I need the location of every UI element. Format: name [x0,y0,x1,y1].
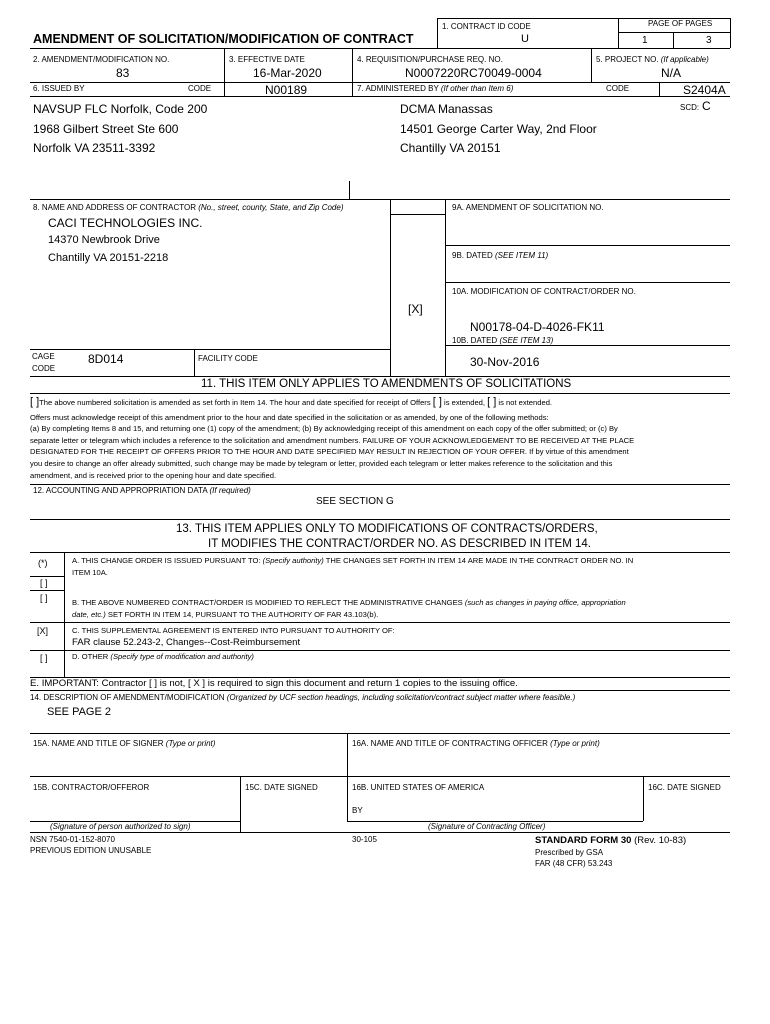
dated-9b-label: 9B. DATED (SEE ITEM 11) [452,251,549,260]
modification-no-value: N00178-04-D-4026-FK11 [470,320,605,334]
issuer-line: 1968 Gilbert Street Ste 600 [33,122,179,136]
by-label: BY [352,806,363,815]
important-signature-text: E. IMPORTANT: Contractor [ ] is not, [ X ] is required to sign this document and return 1 copies to the issuing office. [30,678,518,689]
contractor-line: Chantilly VA 20151-2218 [48,252,169,264]
contractor-line: 14370 Newbrook Drive [48,234,160,246]
project-no-label: 5. PROJECT NO. (If applicable) [596,55,709,64]
previous-edition-note: PREVIOUS EDITION UNUSABLE [30,846,152,855]
rule [30,832,730,833]
rule [194,349,195,376]
item-11-line: you desire to change an offer already submitted, such change may be made by telegram or letter, provided each telegram or letter makes reference to the solicitation and this [30,459,613,468]
item-13-heading: IT MODIFIES THE CONTRACT/ORDER NO. AS DESCRIBED IN ITEM 14. [208,538,591,550]
accounting-value: SEE SECTION G [316,496,394,507]
standard-form-id: STANDARD FORM 30 (Rev. 10-83) [535,835,687,846]
rule [591,48,592,82]
item-13b-text: B. THE ABOVE NUMBERED CONTRACT/ORDER IS MODIFIED TO REFLECT THE ADMINISTRATIVE CHANGES (such as changes in paying office, appropriation [72,598,626,607]
description-label: 14. DESCRIPTION OF AMENDMENT/MODIFICATION (Organized by UCF section headings, including solicitation/contract subject matter where feasible.) [30,693,576,702]
rule [240,776,241,832]
project-no-value: N/A [661,66,682,80]
contract-id-value: U [521,33,529,45]
item-11-line: DESIGNATED FOR THE RECEIPT OF OFFERS PRIOR TO THE HOUR AND DATE SPECIFIED MAY RESULT IN REJECTION OF YOUR OFFER. If by virtue of this amendment [30,447,629,456]
item-13b-checkbox[interactable]: [ ] [40,593,48,603]
rule [30,82,730,83]
rule [64,552,65,677]
contractor-line: CACI TECHNOLOGIES INC. [48,216,203,230]
issuer-line: NAVSUP FLC Norfolk, Code 200 [33,102,208,116]
rule [30,393,730,394]
item-13d-text: D. OTHER (Specify type of modification and authority) [72,652,254,661]
rule [30,576,64,577]
far-reference: FAR (48 CFR) 53.243 [535,859,613,868]
form-code: 30-105 [352,835,377,844]
cage-value: 8D014 [88,352,124,366]
admin-code-label: CODE [606,84,630,93]
administrator-line: DCMA Manassas [400,102,493,116]
officer-date-label: 16C. DATE SIGNED [648,783,721,792]
effective-date-value: 16-Mar-2020 [253,66,322,80]
rule [349,181,350,199]
modification-no-label: 10A. MODIFICATION OF CONTRACT/ORDER NO. [452,287,636,296]
requisition-value: N0007220RC70049-0004 [405,66,542,80]
not-extended-checkbox[interactable]: [ ] [487,396,497,408]
signature-person-caption: (Signature of person authorized to sign) [50,822,191,831]
administrator-line: 14501 George Carter Way, 2nd Floor [400,122,597,136]
prescribed-by: Prescribed by GSA [535,848,604,857]
issued-by-label: 6. ISSUED BY [33,84,85,93]
item-13c-checkbox[interactable]: [X] [37,626,49,636]
rule [347,733,348,821]
rule [445,345,730,346]
rule [437,18,438,48]
item-11-line: separate letter or telegram which includes a reference to the solicitation and amendment numbers. FAILURE OF YOUR ACKNOWLEDGEMENT TO BE RECEIVED AT THE PLACE [30,436,635,445]
signer-name-label: 15A. NAME AND TITLE OF SIGNER (Type or print) [33,739,216,748]
contract-id-label: 1. CONTRACT ID CODE [442,22,531,31]
cage-label: CODE [32,364,56,373]
dated-10b-label: 10B. DATED (SEE ITEM 13) [452,336,554,345]
item-13b-text: date, etc.) SET FORTH IN ITEM 14, PURSUANT TO THE AUTHORITY OF FAR 43.103(b). [72,610,379,619]
rule [30,96,730,97]
rule [618,32,730,33]
admin-code-value: S2404A [683,83,726,97]
rule [30,733,730,734]
rule [643,776,644,821]
item-11-line: (a) By completing Items 8 and 15, and returning one (1) copy of the amendment; (b) By acknowledging receipt of this amendment on each copy of the offer submitted; or (c) By [30,424,618,433]
contractor-date-label: 15C. DATE SIGNED [245,783,318,792]
rule [30,199,730,200]
contractor-label: 8. NAME AND ADDRESS OF CONTRACTOR (No., street, county, State, and Zip Code) [33,203,344,212]
scd-value: C [702,99,711,113]
issued-code-value: N00189 [265,83,308,97]
page-of-pages-label: PAGE OF PAGES [648,19,713,28]
page-count: 3 [706,35,712,46]
amendment-no-value: 83 [116,66,130,80]
nsn-number: NSN 7540-01-152-8070 [30,835,115,844]
rule [30,622,730,623]
officer-name-label: 16A. NAME AND TITLE OF CONTRACTING OFFICER (Type or print) [352,739,600,748]
cage-label: CAGE [32,352,55,361]
checkbox-bracket: [ ] [30,396,40,408]
item-11-heading: 11. THIS ITEM ONLY APPLIES TO AMENDMENTS OF SOLICITATIONS [201,378,572,390]
rule [730,18,731,48]
item-13d-checkbox[interactable]: [ ] [40,653,48,663]
rule [30,48,730,49]
rule [30,776,730,777]
rule [30,376,730,377]
star-marker: (*) [38,558,48,568]
page-number: 1 [642,35,648,46]
rule [445,245,730,246]
facility-code-label: FACILITY CODE [198,354,258,363]
rule [673,32,674,48]
rule [445,282,730,283]
issuer-line: Norfolk VA 23511-3392 [33,141,156,155]
united-states-label: 16B. UNITED STATES OF AMERICA [352,783,485,792]
contractor-offeror-label: 15B. CONTRACTOR/OFFEROR [33,783,150,792]
modification-check-mark: [X] [408,302,423,316]
rule [390,199,391,376]
item-11-line: amendment, and is received prior to the opening hour and date specified. [30,471,277,480]
item-11-line: [ ]The above numbered solicitation is amended as set forth in Item 14. The hour and date specified for receipt of Offers [ ] is extended, [ ] is not extended. [30,396,553,408]
item-13a-text: ITEM 10A. [72,568,108,577]
item-13-heading: 13. THIS ITEM APPLIES ONLY TO MODIFICATIONS OF CONTRACTS/ORDERS, [176,523,598,535]
item-13c-value: FAR clause 52.243-2, Changes--Cost-Reimbursement [72,637,301,648]
rule [445,199,446,376]
requisition-label: 4. REQUISITION/PURCHASE REQ. NO. [357,55,503,64]
administered-by-label: 7. ADMINISTERED BY (If other than Item 6) [357,84,514,93]
extended-checkbox[interactable]: [ ] [432,396,442,408]
rule [30,484,730,485]
rule [30,690,730,691]
dated-10b-value: 30-Nov-2016 [470,355,540,369]
item-13c-text: C. THIS SUPPLEMENTAL AGREEMENT IS ENTERED INTO PURSUANT TO AUTHORITY OF: [72,626,395,635]
accounting-label: 12. ACCOUNTING AND APPROPRIATION DATA (If required) [33,486,251,495]
rule [352,48,353,96]
rule [30,590,64,591]
item-13a-text: A. THIS CHANGE ORDER IS ISSUED PURSUANT TO: (Specify authority) THE CHANGES SET FORTH IN ITEM 14 ARE MADE IN THE CONTRACT ORDER NO. IN [72,556,634,565]
rule [30,650,730,651]
rule [30,519,730,520]
description-value: SEE PAGE 2 [47,706,111,718]
administrator-line: Chantilly VA 20151 [400,141,501,155]
rule [30,552,730,553]
rule [224,48,225,96]
solicitation-amendment-label: 9A. AMENDMENT OF SOLICITATION NO. [452,203,604,212]
item-11-line: Offers must acknowledge receipt of this amendment prior to the hour and date specified in the solicitation or as amended, by one of the following methods: [30,413,549,422]
rule [618,18,619,48]
rule [30,349,390,350]
issued-code-label: CODE [188,84,212,93]
rule [659,82,660,96]
scd-label: SCD: [680,103,700,112]
effective-date-label: 3. EFFECTIVE DATE [229,55,305,64]
signature-officer-caption: (Signature of Contracting Officer) [428,822,546,831]
amendment-no-label: 2. AMENDMENT/MODIFICATION NO. [33,55,170,64]
item-13a-checkbox[interactable]: [ ] [40,578,48,588]
rule [390,214,445,215]
form-title: AMENDMENT OF SOLICITATION/MODIFICATION OF CONTRACT [33,32,414,46]
